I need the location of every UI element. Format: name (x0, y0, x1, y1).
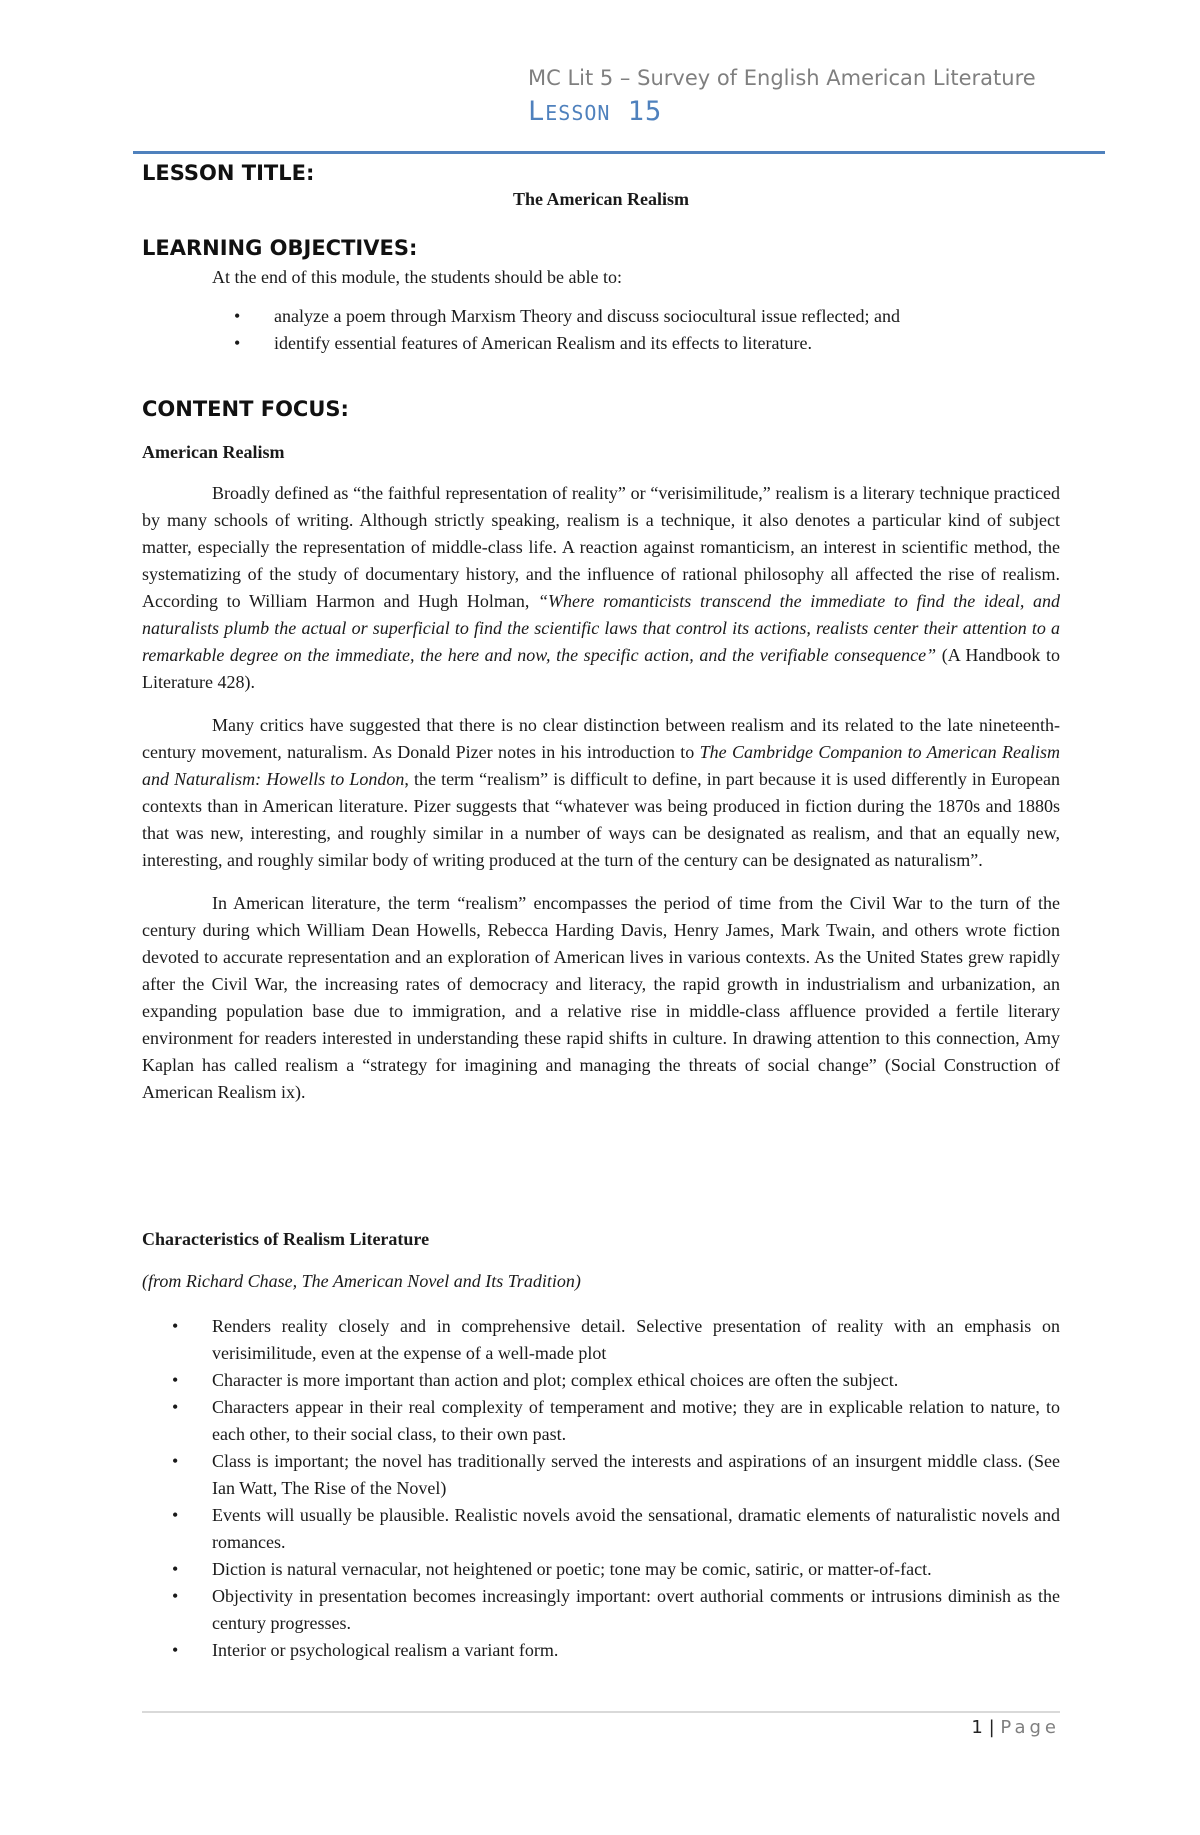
bullet-icon: • (172, 1586, 179, 1606)
section-source: (from Richard Chase, The American Novel and Its Tradition) (142, 1271, 581, 1291)
bullet-icon: • (172, 1316, 179, 1336)
content-focus-label: CONTENT FOCUS: (142, 397, 349, 421)
lesson-title: The American Realism (513, 189, 689, 209)
section-title: American Realism (142, 442, 285, 462)
lesson-header (528, 96, 662, 127)
objectives-list (234, 303, 1074, 357)
list-item: • Diction is natural vernacular, not heightened or poetic; tone may be comic, satiric, or matter-of-fact. (212, 1556, 1060, 1583)
page-number: 1 (971, 1717, 983, 1738)
bullet-icon: • (172, 1640, 179, 1660)
body-text (142, 480, 1060, 1106)
lesson-header-initial: L (528, 96, 546, 127)
bullet-icon: • (172, 1451, 179, 1471)
objectives-intro: At the end of this module, the students should be able to: (212, 267, 622, 287)
paragraph: Many critics have suggested that there is no clear distinction between realism and its related to the late nineteenth-century movement, naturalism. As Donald Pizer notes in his introduction to The Cambridge Companion to American Realism and Naturalism: Howells to London, the term “realism” is difficult to define, in part because it is used differently in European contexts than in American literature. Pizer suggests that “whatever was being produced in fiction during the 1870s and 1880s that was new, interesting, and roughly similar in a number of ways can be designated as realism, and that an equally new, interesting, and roughly similar body of writing produced at the turn of the century can be designated as naturalism”. (142, 715, 1060, 870)
paragraph: Broadly defined as “the faithful representation of reality” or “verisimilitude,” realism is a literary technique practiced by many schools of writing. Although strictly speaking, realism is a technique, it also denotes a particular kind of subject matter, especially the representation of middle-class life. A reaction against romanticism, an interest in scientific method, the systematizing of the study of documentary history, and the influence of rational philosophy all affected the rise of realism. According to William Harmon and Hugh Holman, “Where romanticists transcend the immediate to find the ideal, and naturalists plumb the actual or superficial to find the scientific laws that control its actions, realists center their attention to a remarkable degree on the immediate, the here and now, the specific action, and the verifiable consequence” (A Handbook to Literature 428). (142, 483, 1061, 692)
list-item: • Objectivity in presentation becomes increasingly important: overt authorial comments or intrusions diminish as the century progresses. (212, 1583, 1060, 1637)
bullet-icon: • (172, 1370, 179, 1390)
objectives-label: LEARNING OBJECTIVES: (142, 236, 418, 260)
course-header: MC Lit 5 – Survey of English American Literature (528, 66, 1036, 90)
bullet-icon: • (234, 306, 241, 326)
list-item: • Characters appear in their real complexity of temperament and motive; they are in explicable relation to nature, to each other, to their social class, to their own past. (212, 1394, 1060, 1448)
lesson-title-label: LESSON TITLE: (142, 161, 315, 185)
bullet-icon: • (172, 1559, 179, 1579)
list-item: • Interior or psychological realism a variant form. (212, 1637, 1060, 1664)
list-item: • analyze a poem through Marxism Theory and discuss sociocultural issue reflected; and (274, 303, 1074, 330)
section-title: Characteristics of Realism Literature (142, 1229, 430, 1249)
page-word: Page (1000, 1717, 1060, 1738)
header-divider (133, 151, 1105, 154)
footer-divider (142, 1711, 1060, 1713)
bullet-icon: • (172, 1505, 179, 1525)
footer-separator: | (988, 1717, 995, 1738)
bullet-icon: • (172, 1397, 179, 1417)
lesson-number: 15 (627, 96, 663, 127)
characteristics-list (172, 1313, 1060, 1664)
bullet-icon: • (234, 333, 241, 353)
paragraph: In American literature, the term “realism” encompasses the period of time from the Civil War to the turn of the century during which William Dean Howells, Rebecca Harding Davis, Henry James, Mark Twain, and others wrote fiction devoted to accurate representation and an exploration of American lives in various contexts. As the United States grew rapidly after the Civil War, the increasing rates of democracy and literacy, the rapid growth in industrialism and urbanization, an expanding population base due to immigration, and a relative rise in middle-class affluence provided a fertile literary environment for readers interested in understanding these rapid shifts in culture. In drawing attention to this connection, Amy Kaplan has called realism a “strategy for imagining and managing the threats of social change” (Social Construction of American Realism ix). (142, 893, 1060, 1102)
list-item: • Class is important; the novel has traditionally served the interests and aspirations of an insurgent middle class. (See Ian Watt, The Rise of the Novel) (212, 1448, 1060, 1502)
list-item: • Renders reality closely and in comprehensive detail. Selective presentation of reality with an emphasis on verisimilitude, even at the expense of a well-made plot (212, 1313, 1060, 1367)
lesson-header-word: ESSON (545, 101, 611, 125)
list-item: • Character is more important than action and plot; complex ethical choices are often the subject. (212, 1367, 1060, 1394)
list-item: • identify essential features of American Realism and its effects to literature. (274, 330, 1074, 357)
page-footer (971, 1717, 1060, 1738)
list-item: • Events will usually be plausible. Realistic novels avoid the sensational, dramatic elements of naturalistic novels and romances. (212, 1502, 1060, 1556)
